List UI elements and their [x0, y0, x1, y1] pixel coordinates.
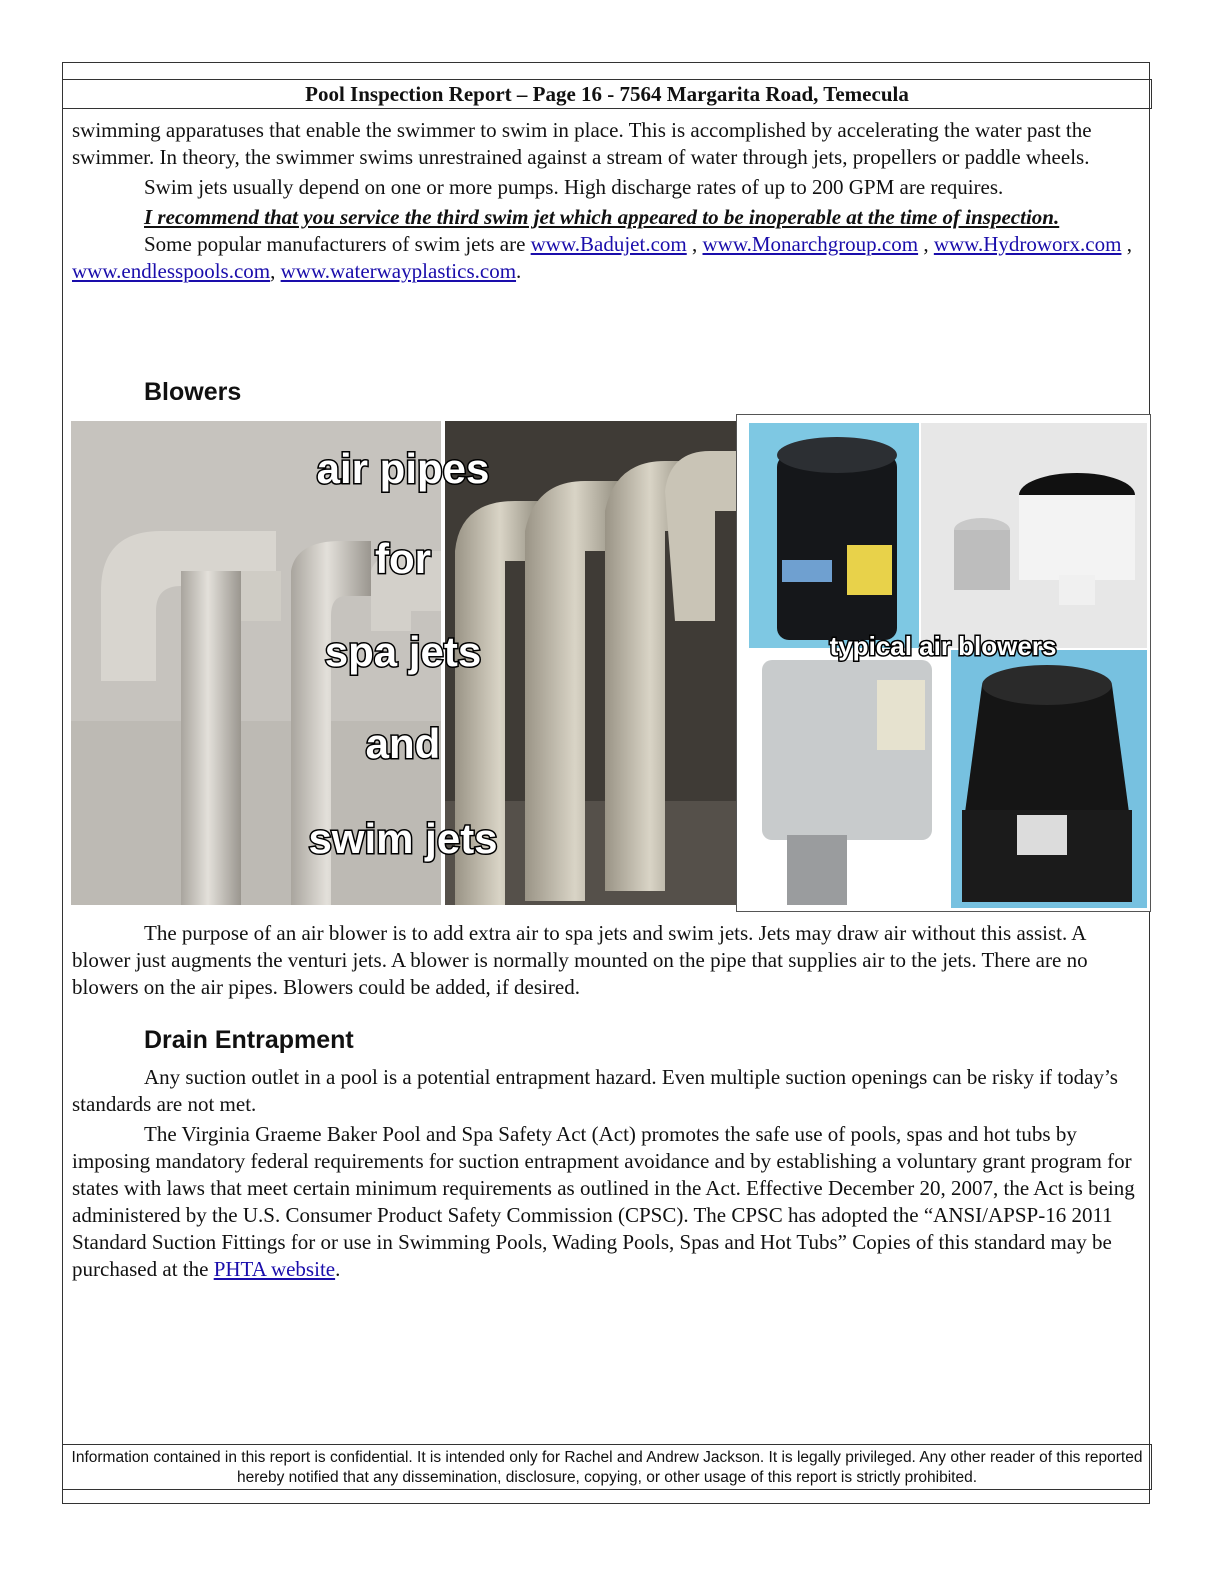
intro-section — [72, 117, 1144, 285]
manufacturers-prefix: Some popular manufacturers of swim jets are — [144, 232, 531, 256]
link-monarchgroup[interactable]: www.Monarchgroup.com — [702, 232, 919, 256]
link-hydroworx[interactable]: www.Hydroworx.com — [933, 232, 1122, 256]
air-pipes-caption-overlay — [71, 421, 736, 905]
swim-jets-paragraph: Swim jets usually depend on one or more pumps. High discharge rates of up to 200 GPM are requires. — [144, 175, 1004, 199]
manufacturers-paragraph: Some popular manufacturers of swim jets are www.Badujet.com , www.Monarchgroup.com , www.Hydroworx.com , www.endlesspools.com, www.waterwayplastics.com. — [72, 232, 1132, 283]
caption-line-1: air pipes — [316, 445, 490, 492]
air-blowers-photo — [736, 414, 1151, 912]
page-header: Pool Inspection Report – Page 16 - 7564 Margarita Road, Temecula — [62, 79, 1152, 109]
caption-line-2: for — [375, 535, 431, 582]
link-endlesspools[interactable]: www.endlesspools.com — [72, 259, 271, 283]
recommendation: I recommend that you service the third swim jet which appeared to be inoperable at the time of inspection. — [144, 205, 1060, 229]
drain-paragraph-1: Any suction outlet in a pool is a potential entrapment hazard. Even multiple suction openings can be risky if today’s standards are not met. — [72, 1065, 1118, 1116]
confidentiality-footer: Information contained in this report is confidential. It is intended only for Rachel and Andrew Jackson. It is legally privileged. Any other reader of this reported hereby notified that any dissemination, disclosure, copying, or other usage of this report is strictly prohibited. — [62, 1444, 1152, 1490]
caption-line-3: spa jets — [324, 628, 482, 675]
intro-paragraph: swimming apparatuses that enable the swimmer to swim in place. This is accomplished by accelerating the water past the swimmer. In theory, the swimmer swims unrestrained against a stream of water through jets, propellers or paddle wheels. — [72, 118, 1092, 169]
link-waterwayplastics[interactable]: www.waterwayplastics.com — [280, 259, 517, 283]
drain-paragraph-2 — [72, 1121, 1144, 1283]
blowers-caption: typical air blowers — [829, 631, 1057, 661]
drain-entrapment-heading: Drain Entrapment — [144, 1026, 354, 1054]
caption-line-4: and — [365, 720, 441, 767]
blowers-paragraph: The purpose of an air blower is to add extra air to spa jets and swim jets. Jets may draw air without this assist. A blower just augments the venturi jets. A blower is normally mounted on the pipe that supplies air to the jets. There are no blowers on the air pipes. Blowers could be added, if desired. — [72, 921, 1088, 999]
link-phta-website[interactable]: PHTA website — [213, 1257, 336, 1281]
drain-paragraph-2-end: . — [335, 1257, 341, 1281]
blowers-section — [72, 920, 1144, 1001]
drain-paragraph-2-text: The Virginia Graeme Baker Pool and Spa Safety Act (Act) promotes the safe use of pools, spas and hot tubs by imposing mandatory federal requirements for suction entrapment avoidance and by establishing a voluntary grant program for states with laws that meet certain minimum requirements as outlined in the Act. Effective December 20, 2007, the Act is being administered by the U.S. Consumer Product Safety Commission (CPSC). The CPSC has adopted the “ANSI/APSP-16 2011 Standard Suction Fittings for or use in Swimming Pools, Wading Pools, Spas and Hot Tubs” Copies of this standard may be purchased at the — [72, 1122, 1135, 1281]
drain-section — [72, 1064, 1144, 1283]
caption-line-5: swim jets — [308, 815, 498, 862]
link-badujet[interactable]: www.Badujet.com — [530, 232, 687, 256]
blowers-heading: Blowers — [144, 378, 242, 406]
